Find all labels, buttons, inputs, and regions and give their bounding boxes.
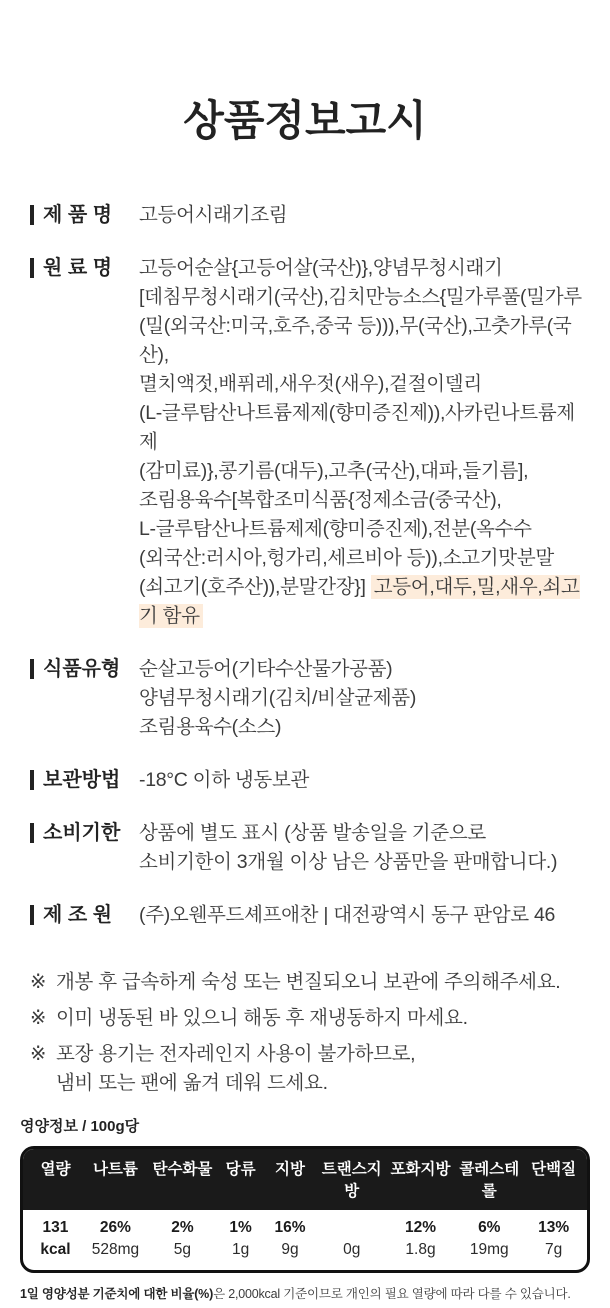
nutrition-value-cholesterol: 6% 19mg <box>469 1219 509 1258</box>
nutrition-value-trans-fat: 0g <box>343 1241 361 1258</box>
label-bar <box>30 770 34 790</box>
ingredients-value <box>139 254 590 631</box>
footnote-bold: 1일 영양성분 기준치에 대한 비율(%) <box>20 1287 214 1301</box>
nutrition-col-header: 나트륨 <box>92 1161 138 1178</box>
notice-list <box>0 968 610 1098</box>
section-food-type <box>0 655 610 742</box>
storage-value: -18°C 이하 냉동보관 <box>139 769 310 791</box>
manufacturer-value: (주)오웬푸드셰프애찬 | 대전광역시 동구 판암로 46 <box>139 904 556 926</box>
ingredients-line: (감미료)},콩기름(대두),고추(국산),대파,들기름], <box>139 460 529 482</box>
nutrition-table <box>20 1146 590 1273</box>
ingredients-line-prefix: (쇠고기(호주산)),분말간장}] <box>139 576 371 598</box>
food-type-line: 조림용육수(소스) <box>139 716 282 738</box>
allergen-highlight: 고등어,대두,밀,새우,쇠고기 함유 <box>139 576 580 627</box>
section-ingredients <box>0 254 610 631</box>
nutrition-col-header: 열량 <box>40 1161 71 1178</box>
nutrition-value-fat: 16% 9g <box>274 1219 306 1258</box>
ingredients-line: 고등어순살{고등어살(국산)},양념무청시래기 <box>139 257 503 279</box>
shelf-life-value <box>139 819 557 877</box>
page-title: 상품정보고시 <box>183 97 427 144</box>
section-label: 소비기한 <box>43 822 121 844</box>
nutrition-table-header <box>23 1149 587 1210</box>
nutrition-section <box>0 1115 610 1302</box>
product-info-list <box>0 201 610 930</box>
nutrition-col-header: 포화지방 <box>390 1161 451 1178</box>
ingredients-line: L-글루탐산나트륨제제(향미증진제),전분(옥수수 <box>139 518 532 540</box>
food-type-value <box>139 655 416 742</box>
nutrition-col-header: 당류 <box>225 1161 256 1178</box>
nutrition-col-header: 트랜스지방 <box>321 1161 382 1200</box>
nutrition-value-saturated-fat: 12% 1.8g <box>404 1219 436 1258</box>
ingredients-line: (밀(외국산:미국,호주,중국 등))),무(국산),고춧가루(국산), <box>139 315 572 366</box>
section-manufacturer <box>0 901 610 930</box>
section-product-name <box>0 201 610 230</box>
nutrition-value-protein: 13% 7g <box>538 1219 570 1258</box>
section-label: 보관방법 <box>43 769 121 791</box>
notice-text: 이미 냉동된 바 있으니 해동 후 재냉동하지 마세요. <box>56 1007 468 1029</box>
notice-marker: ※ <box>30 1043 47 1065</box>
nutrition-footnote <box>20 1284 590 1302</box>
notice-text: 개봉 후 급속하게 숙성 또는 변질되오니 보관에 주의해주세요. <box>56 971 561 993</box>
notice-text: 포장 용기는 전자레인지 사용이 불가하므로, 냄비 또는 팬에 옮겨 데워 드세요. <box>56 1043 416 1094</box>
nutrition-value-calories: 131 kcal <box>40 1219 71 1258</box>
food-type-line: 양념무청시래기(김치/비살균제품) <box>139 687 417 709</box>
nutrition-col-header: 탄수화물 <box>152 1161 213 1178</box>
ingredients-line: 멸치액젓,배퓌레,새우젓(새우),겉절이델리 <box>139 373 482 395</box>
footnote-rest: 은 2,000kcal 기준이므로 개인의 필요 열량에 따라 다를 수 있습니다. <box>213 1287 571 1301</box>
ingredients-line: 조림용육수[복합조미식품{정제소금(중국산), <box>139 489 502 511</box>
label-bar <box>30 905 34 925</box>
label-bar <box>30 823 34 843</box>
section-label: 제 조 원 <box>43 904 113 926</box>
nutrition-value-sodium: 26% 528mg <box>91 1219 140 1258</box>
shelf-life-line: 상품에 별도 표시 (상품 발송일을 기준으로 <box>139 822 486 844</box>
nutrition-heading: 영양정보 / 100g당 <box>20 1118 140 1135</box>
label-bar <box>30 205 34 225</box>
nutrition-col-header: 지방 <box>275 1161 305 1178</box>
notice-item <box>30 1004 610 1033</box>
ingredients-last-line <box>139 573 590 631</box>
ingredients-line: (L-글루탐산나트륨제제(향미증진제)),사카린나트륨제제 <box>139 402 575 453</box>
nutrition-table-values <box>23 1210 587 1270</box>
nutrition-value-sugars: 1% 1g <box>229 1219 252 1258</box>
section-label: 원 료 명 <box>43 257 113 279</box>
food-type-line: 순살고등어(기타수산물가공품) <box>139 658 393 680</box>
section-label: 제 품 명 <box>43 204 113 226</box>
notice-marker: ※ <box>30 971 47 993</box>
section-storage <box>0 766 610 795</box>
ingredients-line: [데침무청시래기(국산),김치만능소스{밀가루풀(밀가루 <box>139 286 582 308</box>
label-bar <box>30 659 34 679</box>
label-bar <box>30 258 34 278</box>
section-label: 식품유형 <box>43 658 121 680</box>
nutrition-col-header: 단백질 <box>531 1161 577 1178</box>
shelf-life-line: 소비기한이 3개월 이상 남은 상품만을 판매합니다.) <box>139 851 558 873</box>
nutrition-value-carbohydrate: 2% 5g <box>171 1219 194 1258</box>
nutrition-col-header: 콜레스테롤 <box>459 1161 520 1200</box>
notice-marker: ※ <box>30 1007 47 1029</box>
section-shelf-life <box>0 819 610 877</box>
product-name-value: 고등어시래기조림 <box>139 204 288 226</box>
ingredients-line: (외국산:러시아,헝가리,세르비아 등)),소고기맛분말 <box>139 547 554 569</box>
notice-item <box>30 968 610 997</box>
notice-item <box>30 1040 610 1098</box>
